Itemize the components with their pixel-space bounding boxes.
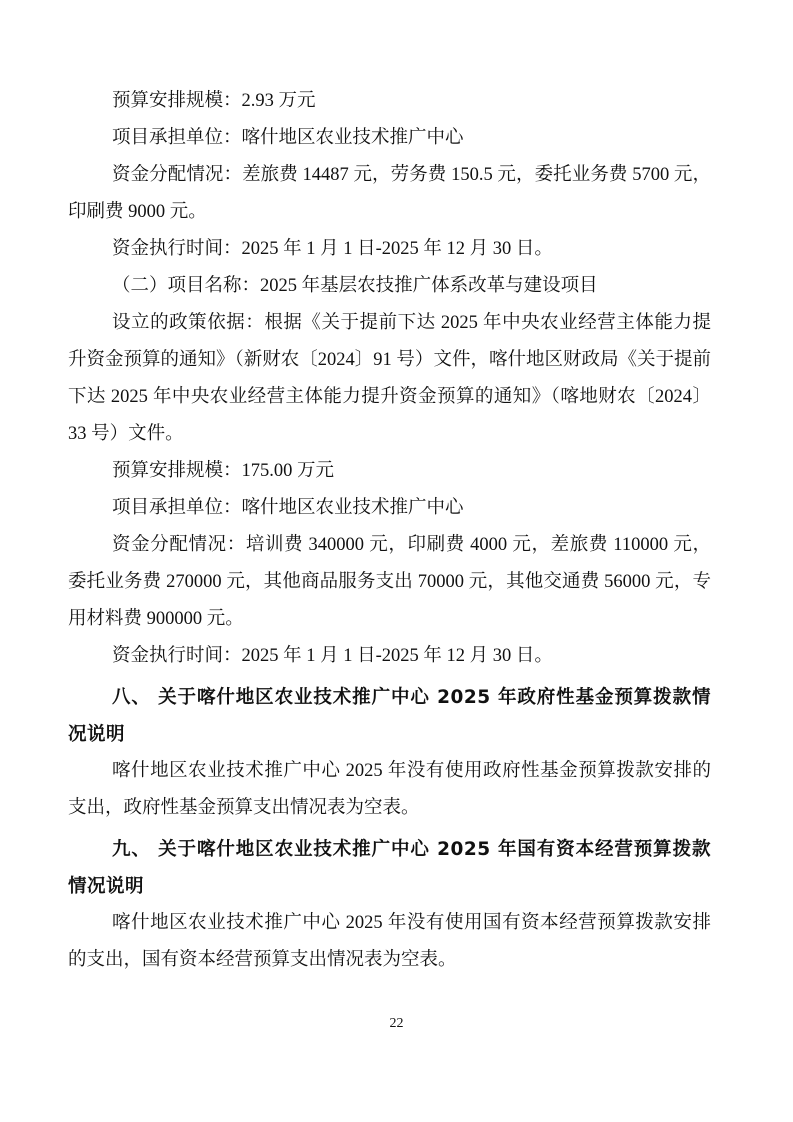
para-policy-basis-2: 设立的政策依据：根据《关于提前下达 2025 年中央农业经营主体能力提升资金预算的通知》（新财农〔2024〕91 号）文件，喀什地区财政局《关于提前下达 2025 年中央农业经营主体能力提升资金预算的通知》（喀地财农〔2024〕33 号）文件。 <box>68 313 711 444</box>
para-execution-time-1: 资金执行时间：2025 年 1 月 1 日-2025 年 12 月 30 日。 <box>112 239 553 259</box>
para-budget-scale-2: 预算安排规模：175.00 万元 <box>112 461 335 481</box>
para-execution-time-2: 资金执行时间：2025 年 1 月 1 日-2025 年 12 月 30 日。 <box>112 646 553 666</box>
para-fund-allocation-1: 资金分配情况：差旅费 14487 元，劳务费 150.5 元，委托业务费 5700 元，印刷费 9000 元。 <box>68 165 711 222</box>
section-heading-8: 八、 关于喀什地区农业技术推广中心 2025 年政府性基金预算拨款情况说明 <box>68 687 711 745</box>
para-undertaking-unit-2: 项目承担单位：喀什地区农业技术推广中心 <box>112 498 464 518</box>
para-undertaking-unit-1: 项目承担单位：喀什地区农业技术推广中心 <box>112 128 464 148</box>
para-fund-allocation-2: 资金分配情况：培训费 340000 元，印刷费 4000 元，差旅费 110000 元，委托业务费 270000 元，其他商品服务支出 70000 元，其他交通费 56000 元，专用材料费 900000 元。 <box>68 535 711 629</box>
para-budget-scale-1: 预算安排规模：2.93 万元 <box>112 91 316 111</box>
para-project-name-2: （二）项目名称：2025 年基层农技推广体系改革与建设项目 <box>112 276 598 296</box>
para-section-8-body: 喀什地区农业技术推广中心 2025 年没有使用政府性基金预算拨款安排的支出，政府性基金预算支出情况表为空表。 <box>68 761 711 818</box>
para-section-9-body: 喀什地区农业技术推广中心 2025 年没有使用国有资本经营预算拨款安排的支出，国有资本经营预算支出情况表为空表。 <box>68 913 711 970</box>
section-heading-9: 九、 关于喀什地区农业技术推广中心 2025 年国有资本经营预算拨款情况说明 <box>68 839 711 897</box>
page-number: 22 <box>389 1016 404 1031</box>
